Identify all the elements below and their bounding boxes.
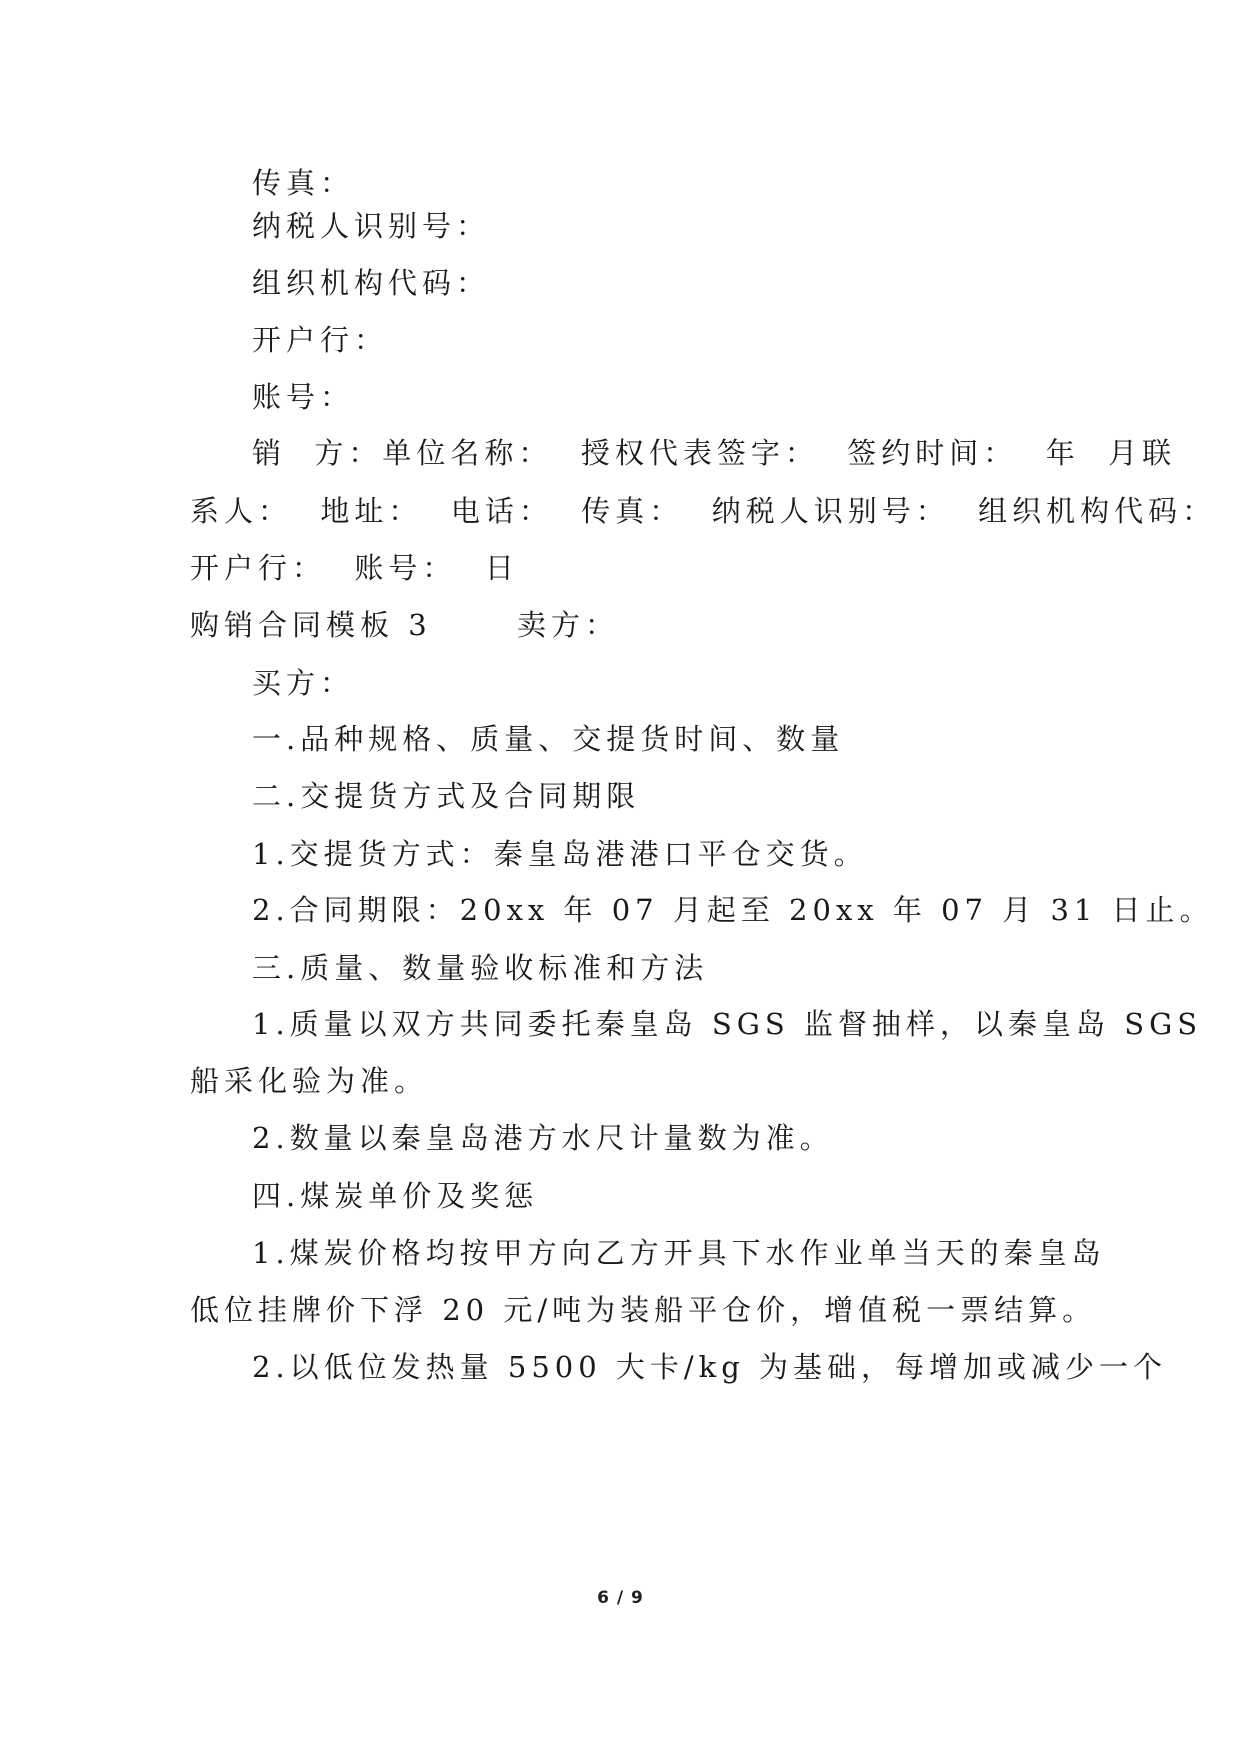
clause-heading-4: 四.煤炭单价及奖惩 — [252, 1179, 539, 1213]
clause-4-item-1-cont: 低位挂牌价下浮 20 元/吨为装船平仓价，增值税一票结算。 — [190, 1293, 1097, 1327]
seller-contact-line: 系人： 地址： 电话： 传真： 纳税人识别号： 组织机构代码： — [190, 494, 1217, 528]
clause-heading-3: 三.质量、数量验收标准和方法 — [252, 951, 709, 985]
clause-3-item-1: 1.质量以双方共同委托秦皇岛 SGS 监督抽样，以秦皇岛 SGS — [252, 1007, 1203, 1041]
clause-3-item-1-cont: 船采化验为准。 — [190, 1064, 429, 1098]
taxpayer-id-line: 纳税人识别号： — [252, 209, 491, 243]
clause-4-item-1: 1.煤炭价格均按甲方向乙方开具下水作业单当天的秦皇岛 — [252, 1236, 1106, 1270]
clause-heading-2: 二.交提货方式及合同期限 — [252, 779, 641, 813]
clause-2-item-1: 1.交提货方式：秦皇岛港港口平仓交货。 — [252, 837, 868, 871]
clause-4-item-2: 2.以低位发热量 5500 大卡/kg 为基础，每增加或减少一个 — [252, 1350, 1168, 1384]
section-title: 购销合同模板 3 卖方： — [190, 608, 619, 642]
clause-heading-1: 一.品种规格、质量、交提货时间、数量 — [252, 722, 845, 756]
clause-3-item-2: 2.数量以秦皇岛港方水尺计量数为准。 — [252, 1121, 834, 1155]
seller-bank-line: 开户行： 账号： 日 — [190, 551, 519, 585]
account-line: 账号： — [252, 380, 355, 414]
org-code-line: 组织机构代码： — [252, 266, 491, 300]
page-number: 6 / 9 — [597, 1588, 644, 1608]
buyer-line: 买方： — [252, 666, 355, 700]
seller-info-line: 销 方：单位名称： 授权代表签字： 签约时间： 年 月联 — [252, 436, 1177, 470]
fax-line: 传真： — [252, 166, 355, 200]
bank-line: 开户行： — [252, 323, 389, 357]
clause-2-item-2: 2.合同期限：20xx 年 07 月起至 20xx 年 07 月 31 日止。 — [252, 893, 1214, 927]
